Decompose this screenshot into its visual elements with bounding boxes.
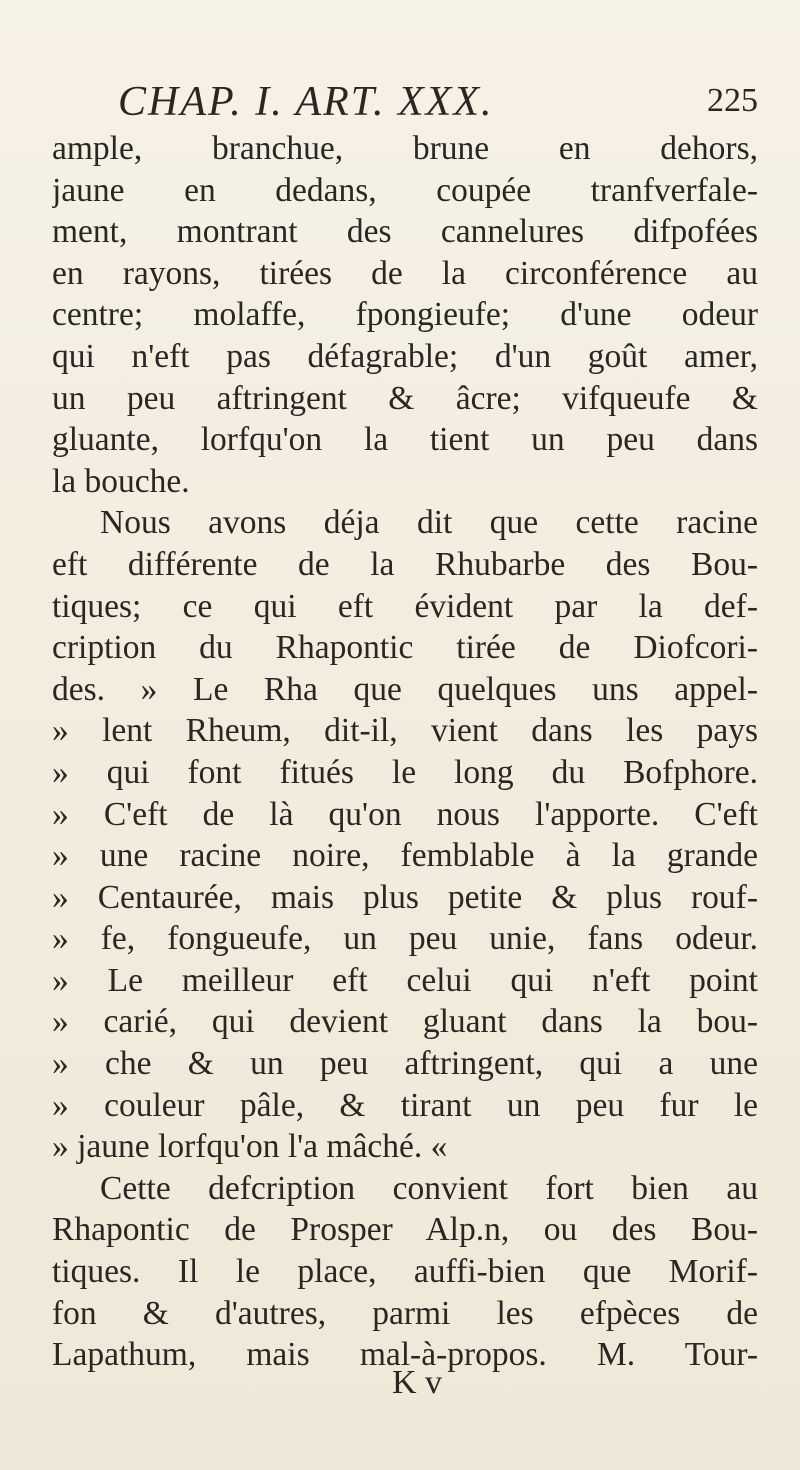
running-head bbox=[118, 78, 758, 128]
text-line: gluante, lorfqu'on la tient un peu dans bbox=[52, 421, 758, 459]
text-line: ment, montrant des cannelures difpofées bbox=[52, 213, 758, 251]
text-line: » Centaurée, mais plus petite & plus rouf- bbox=[52, 878, 758, 916]
text-line: Rhapontic de Prosper Alp.n, ou des Bou- bbox=[52, 1211, 758, 1249]
text-line: tiques. Il le place, auffi-bien que Morif- bbox=[52, 1253, 758, 1291]
text-line: qui n'eft pas défagrable; d'un goût amer, bbox=[52, 337, 758, 375]
text-line: tiques; ce qui eft évident par la def- bbox=[52, 587, 758, 625]
text-line: Lapathum, mais mal-à-propos. M. Tour- bbox=[52, 1336, 758, 1374]
text-line: » carié, qui devient gluant dans la bou- bbox=[52, 1003, 758, 1041]
text-line: fon & d'autres, parmi les efpèces de bbox=[52, 1294, 758, 1332]
text-line: » jaune lorfqu'on l'a mâché. « bbox=[52, 1128, 448, 1166]
text-line: » une racine noire, femblable à la grande bbox=[52, 837, 758, 875]
text-line: eft différente de la Rhubarbe des Bou- bbox=[52, 545, 758, 583]
body-text bbox=[52, 128, 758, 1376]
text-line: » couleur pâle, & tirant un peu fur le bbox=[52, 1086, 758, 1124]
text-line: » Le meilleur eft celui qui n'eft point bbox=[52, 961, 758, 999]
text-line: centre; molaffe, fpongieufe; d'une odeur bbox=[52, 296, 758, 334]
page-number: 225 bbox=[707, 82, 758, 119]
text-line: en rayons, tirées de la circonférence au bbox=[52, 254, 758, 292]
text-line: » lent Rheum, dit-il, vient dans les pays bbox=[52, 712, 758, 750]
text-line: » C'eft de là qu'on nous l'apporte. C'eft bbox=[52, 795, 758, 833]
text-line: des. » Le Rha que quelques uns appel- bbox=[52, 670, 758, 708]
text-line: jaune en dedans, coupée tranfverfale- bbox=[52, 171, 758, 209]
text-line: cription du Rhapontic tirée de Diofcori- bbox=[52, 629, 758, 667]
text-line: un peu aftringent & âcre; vifqueufe & bbox=[52, 379, 758, 417]
text-line: Cette defcription convient fort bien au bbox=[100, 1169, 758, 1207]
text-line: » fe, fongueufe, un peu unie, fans odeur. bbox=[52, 920, 758, 958]
signature-mark: K v bbox=[392, 1364, 443, 1401]
text-line: » qui font fitués le long du Bofphore. bbox=[52, 753, 758, 791]
text-line: ample, branchue, brune en dehors, bbox=[52, 130, 758, 167]
running-head-title: CHAP. I. ART. XXX. bbox=[118, 79, 494, 125]
text-line: Nous avons déja dit que cette racine bbox=[100, 504, 758, 542]
text-line: » che & un peu aftringent, qui a une bbox=[52, 1045, 758, 1083]
text-line: la bouche. bbox=[52, 462, 190, 500]
